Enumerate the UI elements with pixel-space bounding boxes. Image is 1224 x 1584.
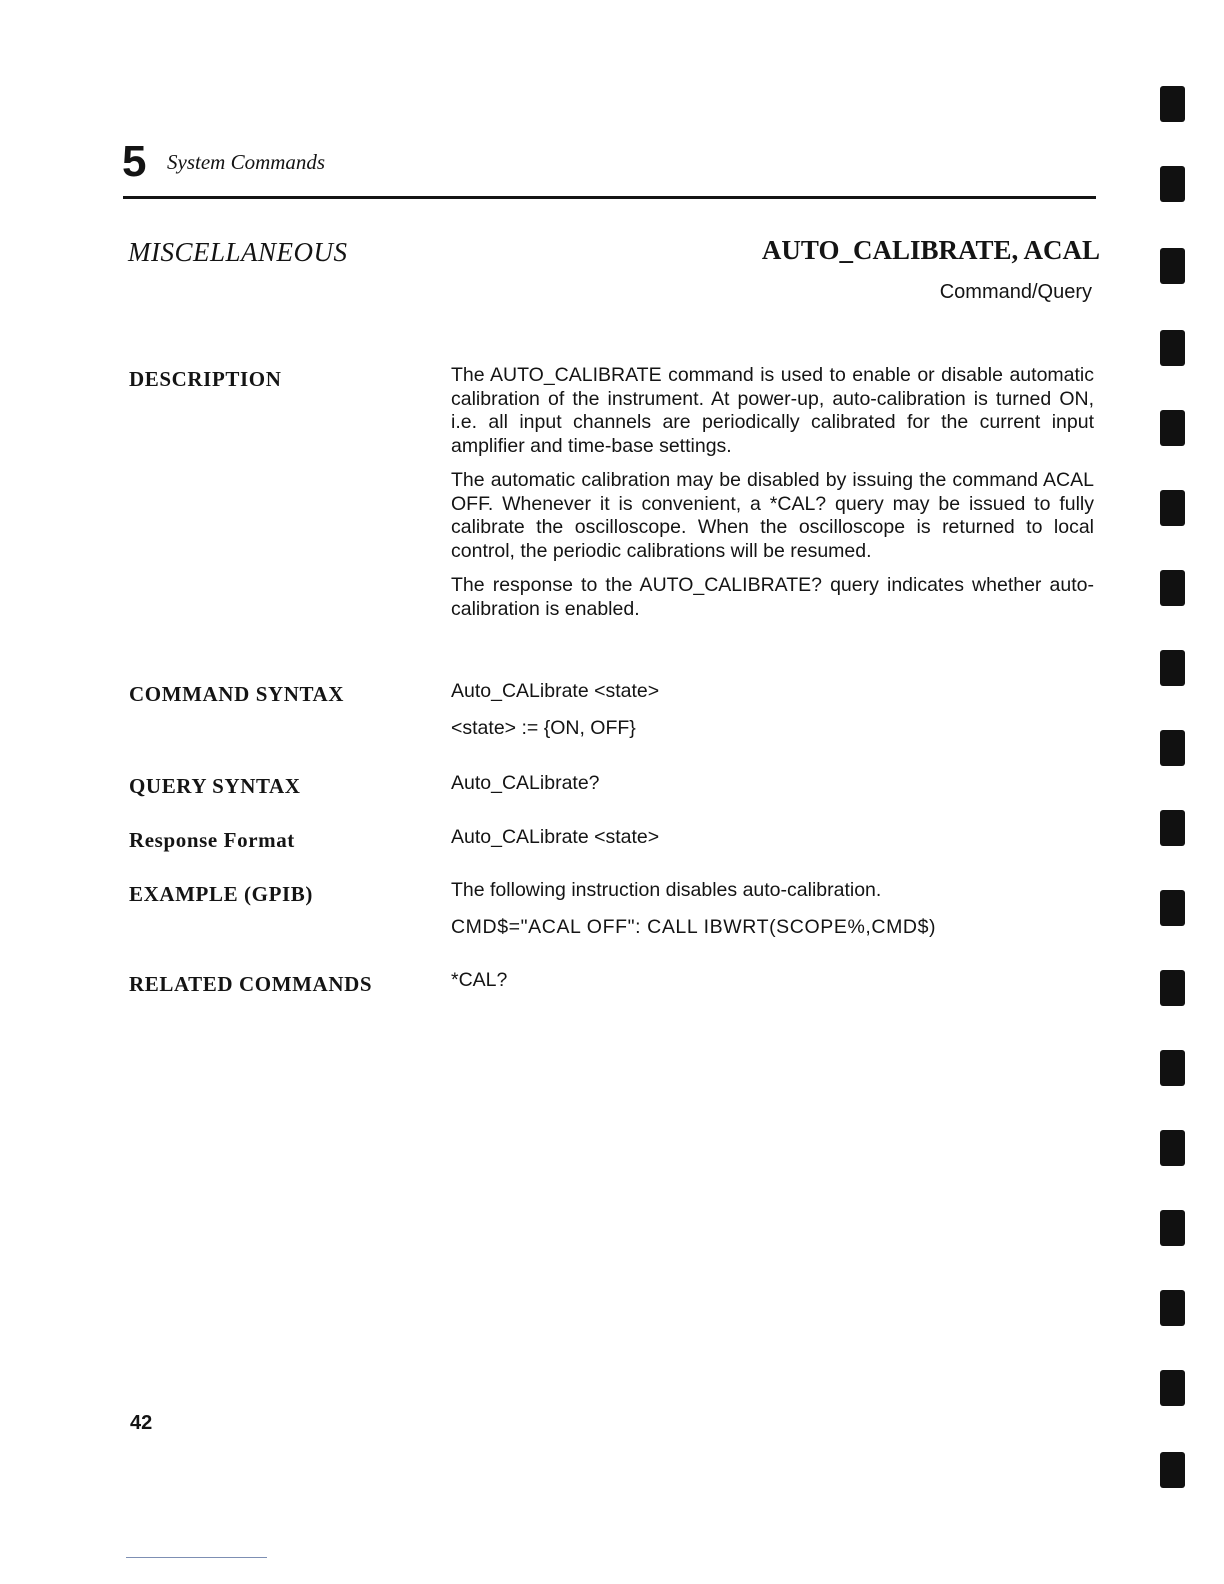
related-commands: [451, 969, 1094, 993]
page-number: 42: [130, 1412, 153, 1434]
response-format-label: Response Format: [129, 828, 295, 852]
example-code: CMD$="ACAL OFF": CALL IBWRT(SCOPE%,CMD$): [451, 915, 937, 938]
margin-mark: [1160, 86, 1185, 122]
margin-mark: [1160, 410, 1185, 446]
description-paragraph: The response to the AUTO_CALIBRATE? query indicates whether auto-calibration is enabled.: [451, 574, 1094, 620]
margin-mark: [1160, 570, 1185, 606]
margin-mark: [1160, 1370, 1185, 1406]
margin-mark: [1160, 890, 1185, 926]
description-paragraph: The AUTO_CALIBRATE command is used to enable or disable automatic calibration of the instrument. At power-up, auto-calibration is turned ON, i.e. all input channels are periodically calibrated for the current input amplifier and time-base settings.: [451, 364, 1094, 457]
margin-mark: [1160, 1050, 1185, 1086]
command-syntax: [451, 680, 1094, 740]
margin-mark: [1160, 1210, 1185, 1246]
related-command-link[interactable]: *CAL?: [451, 969, 508, 991]
response-format-value: Auto_CALibrate <state>: [451, 826, 660, 848]
margin-mark: [1160, 970, 1185, 1006]
section-heading: MISCELLANEOUS: [128, 237, 348, 267]
chapter-title: System Commands: [167, 150, 326, 174]
margin-mark: [1160, 1130, 1185, 1166]
command-syntax-label: COMMAND SYNTAX: [129, 682, 345, 706]
margin-mark: [1160, 330, 1185, 366]
margin-mark: [1160, 650, 1185, 686]
query-syntax: [451, 772, 1094, 796]
query-syntax-value: Auto_CALibrate?: [451, 772, 600, 794]
example: [451, 879, 1094, 939]
description-paragraph: The automatic calibration may be disabled by issuing the command ACAL OFF. Whenever it is convenient, a *CAL? query may be issued to fully calibrate the oscilloscope. When the oscilloscope is returned to local control, the periodic calibrations will be resumed.: [451, 469, 1094, 562]
command-syntax-line: <state> := {ON, OFF}: [451, 716, 636, 739]
margin-mark: [1160, 490, 1185, 526]
response-format: [451, 826, 1094, 850]
command-name: AUTO_CALIBRATE, ACAL: [761, 235, 1100, 265]
description-label: DESCRIPTION: [129, 367, 282, 391]
description-text: [451, 364, 1094, 632]
margin-mark: [1160, 1290, 1185, 1326]
footnote-rule: [126, 1557, 267, 1558]
header-rule: [123, 196, 1096, 199]
margin-mark: [1160, 248, 1185, 284]
command-type: Command/Query: [939, 281, 1092, 303]
example-label: EXAMPLE (GPIB): [129, 882, 313, 906]
margin-mark: [1160, 810, 1185, 846]
related-commands-label: RELATED COMMANDS: [129, 972, 373, 996]
example-line: The following instruction disables auto-calibration.: [451, 879, 882, 901]
margin-mark: [1160, 166, 1185, 202]
margin-mark: [1160, 730, 1185, 766]
chapter-number: 5: [122, 137, 147, 186]
margin-mark: [1160, 1452, 1185, 1488]
command-syntax-line: Auto_CALibrate <state>: [451, 680, 660, 702]
query-syntax-label: QUERY SYNTAX: [129, 774, 301, 798]
